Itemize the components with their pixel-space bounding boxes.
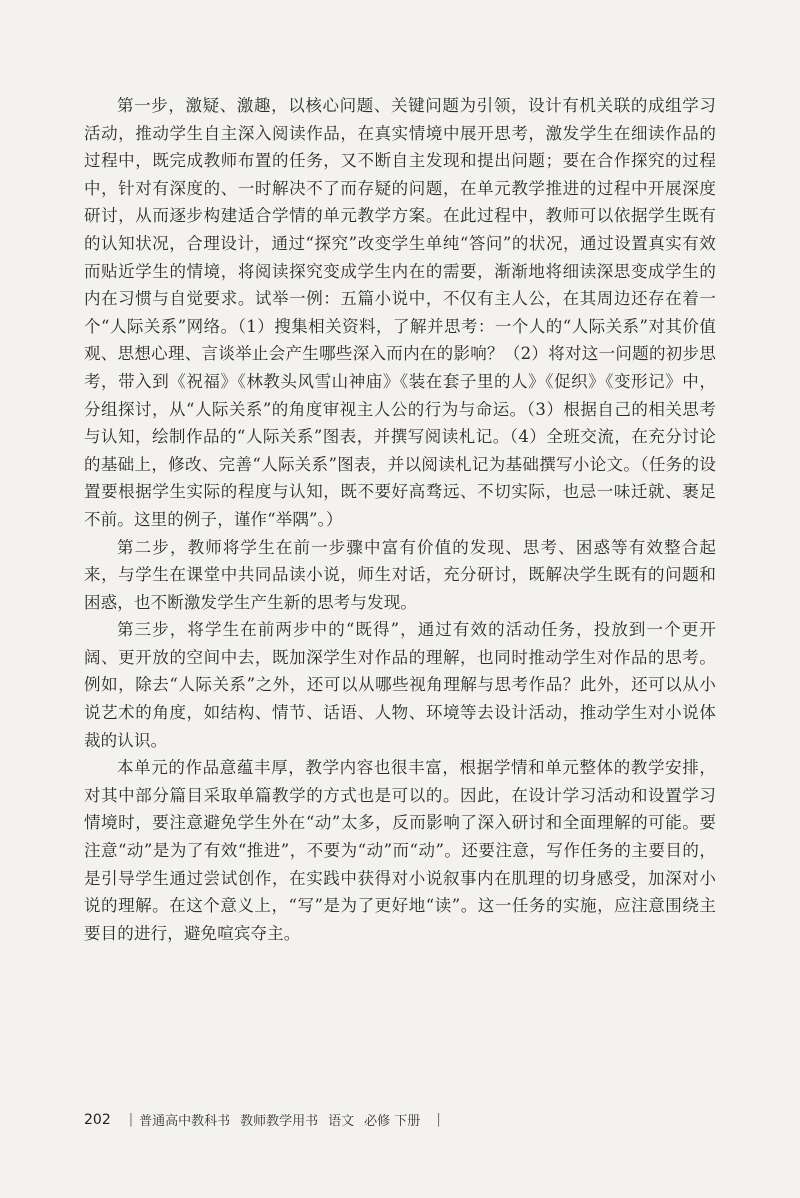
paragraph-step-two: 第二步，教师将学生在前一步骤中富有价值的发现、思考、困惑等有效整合起来，与学生在课堂中共同品读小说，师生对话，充分研讨，既解决学生既有的问题和困惑，也不断激发学生产生新的思考与发现。 (84, 537, 716, 612)
page-number: 202 (84, 1111, 111, 1128)
paragraph-unit-note: 本单元的作品意蕴丰厚，教学内容也很丰富，根据学情和单元整体的教学安排，对其中部分篇目采取单篇教学的方式也是可以的。因此，在设计学习活动和设置学习情境时，要注意避免学生外在“动”太多，反而影响了深入研讨和全面理解的可能。要注意“动”是为了有效“推进”，不要为“动”而“动”。还要注意，写作任务的主要目的，是引导学生通过尝试创作，在实践中获得对小说叙事内在肌理的切身感受，加深对小说的理解。在这个意义上，“写”是为了更好地“读”。这一任务的实施，应注意围绕主要目的进行，避免喧宾夺主。 (84, 758, 716, 943)
body-text (84, 92, 716, 947)
footer-subject: 语文 (328, 1114, 355, 1129)
footer-volume: 必修 下册 (364, 1114, 421, 1129)
footer-separator-end: | (436, 1112, 441, 1127)
page-footer (84, 1110, 447, 1129)
footer-book-series: 普通高中教科书 (139, 1114, 231, 1129)
paragraph-step-one: 第一步，激疑、激趣，以核心问题、关键问题为引领，设计有机关联的成组学习活动，推动学生自主深入阅读作品，在真实情境中展开思考，激发学生在细读作品的过程中，既完成教师布置的任务，又不断自主发现和提出问题；要在合作探究的过程中，针对有深度的、一时解决不了而存疑的问题，在单元教学推进的过程中开展深度研讨，从而逐步构建适合学情的单元教学方案。在此过程中，教师可以依据学生既有的认知状况，合理设计，通过“探究”改变学生单纯“答问”的状况，通过设置真实有效而贴近学生的情境，将阅读探究变成学生内在的需要，渐渐地将细读深思变成学生的内在习惯与自觉要求。试举一例：五篇小说中，不仅有主人公，在其周边还存在着一个“人际关系”网络。（1）搜集相关资料，了解并思考：一个人的“人际关系”对其价值观、思想心理、言谈举止会产生哪些深入而内在的影响？（2）将对这一问题的初步思考，带入到《祝福》《林教头风雪山神庙》《装在套子里的人》《促织》《变形记》中，分组探讨，从“人际关系”的角度审视主人公的行为与命运。（3）根据自己的相关思考与认知，绘制作品的“人际关系”图表，并撰写阅读札记。（4）全班交流，在充分讨论的基础上，修改、完善“人际关系”图表，并以阅读札记为基础撰写小论文。（任务的设置要根据学生实际的程度与认知，既不要好高骛远、不切实际，也忌一味迁就、裹足不前。这里的例子，谨作“举隅”。） (84, 96, 716, 529)
paragraph-step-three: 第三步，将学生在前两步中的“既得”，通过有效的活动任务，投放到一个更开阔、更开放的空间中去，既加深学生对作品的理解，也同时推动学生对作品的思考。例如，除去“人际关系”之外，还可以从哪些视角理解与思考作品？此外，还可以从小说艺术的角度，如结构、情节、话语、人物、环境等去设计活动，推动学生对小说体裁的认识。 (84, 620, 716, 750)
footer-book-type: 教师教学用书 (240, 1114, 319, 1129)
footer-separator: | (128, 1112, 134, 1127)
